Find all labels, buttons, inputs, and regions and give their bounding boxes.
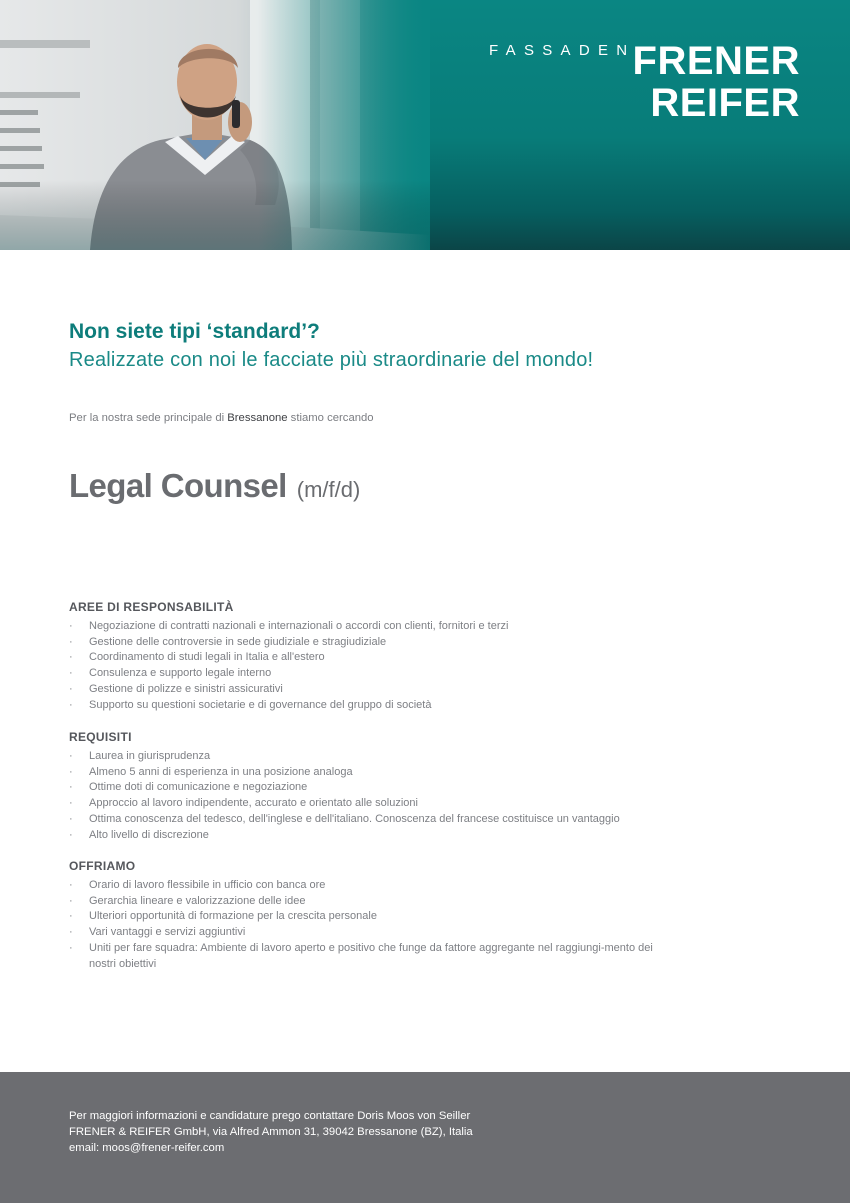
brand-fassaden-label: FASSADEN [489, 42, 636, 59]
man-on-phone-photo [0, 0, 430, 250]
footer-line-2: FRENER & REIFER GmbH, via Alfred Ammon 31, 39042 Bressanone (BZ), Italia [69, 1126, 473, 1138]
list-item: · Approccio al lavoro indipendente, accurato e orientato alle soluzioni [69, 796, 709, 812]
list-item: · Negoziazione di contratti nazionali e internazionali o accordi con clienti, fornitori e terzi [69, 619, 709, 635]
list-item: · Alto livello di discrezione [69, 828, 709, 844]
headline-block [69, 318, 593, 374]
list-item: · Orario di lavoro flessibile in ufficio con banca ore [69, 878, 669, 894]
section-responsibilities [69, 599, 709, 713]
section-offer [69, 858, 669, 972]
footer-email[interactable]: email: moos@frener-reifer.com [69, 1142, 225, 1154]
header-photo [0, 0, 430, 250]
list-item: · Consulenza e supporto legale interno [69, 666, 709, 682]
list-item: · Laurea in giurisprudenza [69, 749, 709, 765]
contact-footer [0, 1072, 850, 1203]
list-item: · Uniti per fare squadra: Ambiente di lavoro aperto e positivo che funge da fattore aggregante nel raggiungi-mento dei nostri obiettivi [69, 941, 669, 972]
list-item: · Supporto su questioni societarie e di governance del gruppo di società [69, 698, 709, 714]
job-title-block [69, 467, 360, 505]
job-title-suffix: (m/f/d) [296, 477, 361, 502]
list-item: · Gerarchia lineare e valorizzazione delle idee [69, 894, 669, 910]
list-item: · Gestione di polizze e sinistri assicurativi [69, 682, 709, 698]
headline-subtitle: Realizzate con noi le facciate più straordinarie del mondo! [69, 349, 594, 371]
intro-text [69, 412, 374, 424]
section-list [69, 749, 709, 843]
section-list [69, 619, 709, 713]
brand-line-2: REIFER [650, 81, 800, 125]
list-item: · Vari vantaggi e servizi aggiuntivi [69, 925, 669, 941]
brand-line-1: FRENER [632, 39, 800, 83]
footer-contact-text [69, 1108, 473, 1156]
brand-logo [633, 40, 800, 124]
section-requirements [69, 729, 709, 843]
section-heading: OFFRIAMO [69, 859, 136, 873]
header-banner [0, 0, 850, 250]
section-heading: AREE DI RESPONSABILITÀ [69, 600, 234, 614]
list-item: · Gestione delle controversie in sede giudiziale e stragiudiziale [69, 635, 709, 651]
list-item: · Coordinamento di studi legali in Italia e all'estero [69, 650, 709, 666]
job-title: Legal Counsel [69, 467, 287, 504]
section-heading: REQUISITI [69, 730, 132, 744]
intro-after: stiamo cercando [287, 412, 374, 424]
list-item: · Ottima conoscenza del tedesco, dell'inglese e dell'italiano. Conoscenza del francese costituisce un vantaggio [69, 812, 709, 828]
headline-question: Non siete tipi ‘standard’? [69, 320, 320, 343]
list-item: · Ottime doti di comunicazione e negoziazione [69, 780, 709, 796]
footer-line-1: Per maggiori informazioni e candidature prego contattare Doris Moos von Seiller [69, 1110, 471, 1122]
intro-location: Bressanone [227, 412, 288, 424]
intro-before: Per la nostra sede principale di [69, 412, 228, 424]
section-list [69, 878, 669, 972]
list-item: · Almeno 5 anni di esperienza in una posizione analoga [69, 765, 709, 781]
list-item: · Ulteriori opportunità di formazione per la crescita personale [69, 909, 669, 925]
